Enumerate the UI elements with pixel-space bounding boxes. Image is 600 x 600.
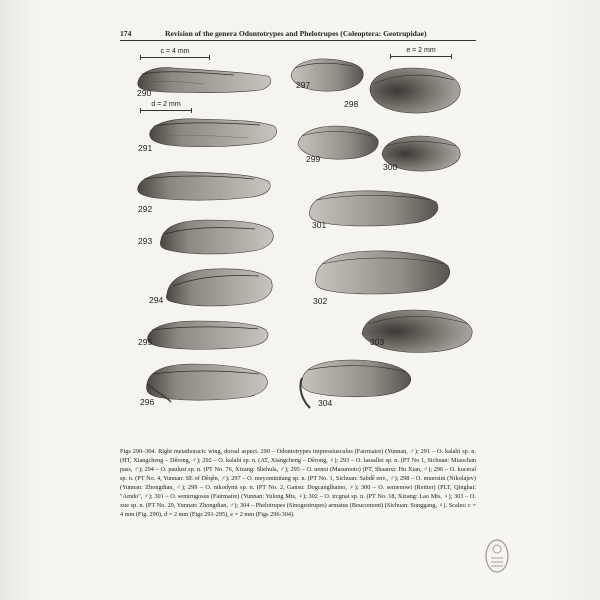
wing-figure-304 [296, 354, 416, 412]
wing-image-292 [134, 165, 274, 207]
scale-label-e: e = 2 mm [406, 47, 436, 54]
figure-label-303: 303 [370, 337, 385, 347]
figure-label-294: 294 [149, 295, 164, 305]
wing-figure-294 [163, 262, 275, 310]
scale-bar-e [390, 47, 452, 54]
wing-figure-301 [306, 186, 442, 232]
wing-image-301 [306, 186, 442, 232]
wing-image-298 [364, 64, 464, 118]
scale-label-c: c = 4 mm [160, 48, 190, 55]
wing-figure-291 [148, 112, 280, 152]
wing-figure-292 [134, 165, 274, 207]
wing-image-293 [155, 214, 275, 258]
page-header [120, 29, 476, 41]
scale-label-d: d = 2 mm [151, 101, 181, 108]
figure-label-304: 304 [318, 398, 333, 408]
scale-line-c [140, 57, 210, 58]
scale-line-e [390, 56, 452, 57]
figure-label-295: 295 [138, 337, 153, 347]
wing-figure-296 [143, 360, 271, 406]
wing-figure-297 [287, 56, 367, 96]
figure-label-298: 298 [344, 99, 359, 109]
page-number: 174 [120, 29, 132, 38]
wing-image-297 [287, 56, 367, 96]
wing-image-302 [312, 246, 454, 300]
wing-figure-298 [364, 64, 464, 118]
figure-label-297: 297 [296, 80, 311, 90]
scale-bar-d [140, 101, 192, 108]
wing-figure-302 [312, 246, 454, 300]
figure-label-299: 299 [306, 154, 321, 164]
wing-image-296 [143, 360, 271, 406]
wing-image-290 [134, 60, 274, 100]
wing-figure-295 [144, 316, 272, 354]
figure-label-292: 292 [138, 204, 153, 214]
figure-caption: Figs 290–304. Right metathoracic wing, dorsal aspect. 290 – Odontotrypes impressiusculus (Fairmaire) (Yunnan, ♂); 291 – O. kalabi sp. n. (HT, Xiangcheng – Dêrong, ♂); 292 – O. kalabi sp. n. (AT, Xiangcheng – Dêrong, ♀); 293 – O. lassallei sp. n. (PT No 1, Sichuan: Miaochan pass, ♂); 294 – O. paulusi sp. n. (PT No. 76, Xizang: Shehula, ♂); 295 – O. uenoi (Masumoto) (PT, Shaanxi: Hu Xian, ♂); 296 – O. kuceral sp. n. (PT No. 4, Yunnan: SE of Dêqên, ♂); 297 – O. meyominitang sp. n. (PT No. 1, Sichuan: Sabdê env., ♂); 298 – O. muersini (Nikolajev) (Yunnan: Zhongdian, ♂); 299 – O. nikodymi sp. n. (PT No. 2, Gansu: Dogcanglhamo, ♀); 300 – O. semenowi (Reitter) (PLT, Qinghai: "Amdo", ♂); 301 – O. semirugosus (Fairmaire) (Yunnan: Yulong Mts, ♀); 302 – O. trcgnai sp. n. (PT No. 18, Xizang: Lao Mts, ♀); 303 – O. xue sp. n. (PT No. 20, Yunnan: Zhongdian, ♂); 304 – Phelotrupes (Sinogeotrupes) armatus (Boucomont) (Sichuan: Songgang, ♀). Scales: c = 4 mm (Fig. 290), d = 2 mm (Figs 291-295), e = 2 mm (Figs 296-304). [120, 448, 476, 518]
figure-label-293: 293 [138, 236, 153, 246]
wing-figure-293 [155, 214, 275, 258]
figure-label-290: 290 [137, 88, 152, 98]
figure-label-291: 291 [138, 143, 153, 153]
figure-label-302: 302 [313, 296, 328, 306]
library-stamp-icon [484, 538, 510, 574]
figure-label-300: 300 [383, 162, 398, 172]
wing-image-295 [144, 316, 272, 354]
wing-image-304 [296, 354, 416, 412]
wing-image-291 [148, 112, 280, 152]
wing-figure-290 [134, 60, 274, 100]
figure-label-301: 301 [312, 220, 327, 230]
figure-label-296: 296 [140, 397, 155, 407]
running-title: Revision of the genera Odontotrypes and Phelotrupes (Coleoptera: Geotrupidae) [165, 29, 427, 38]
wing-image-294 [163, 262, 275, 310]
scale-bar-c [140, 48, 210, 55]
scale-line-d [140, 110, 192, 111]
wing-figure-303 [358, 306, 476, 358]
wing-image-303 [358, 306, 476, 358]
